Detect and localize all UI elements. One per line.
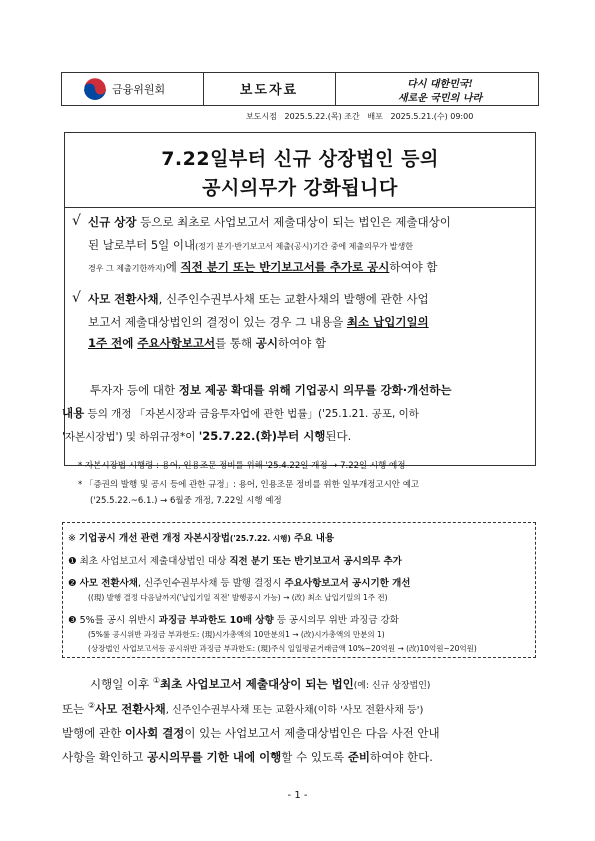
box-item-2: ❷ 사모 전환사채, 신주인수권부사채 등 발행 결정시 주요사항보고서 공시기한 개선	[68, 578, 411, 589]
box-item-3-detail-2: (상장법인 사업보고서등 공시위반 과징금 부과한도: (現)주식 일일평균거래금액 10%~20억원 → (改)10억원~20억원)	[88, 644, 477, 653]
check-mark-icon: √	[72, 213, 81, 229]
embargo-line: 보도시점 2025.5.22.(목) 조간 배포 2025.5.21.(수) 09:00	[246, 112, 474, 121]
footnote-1: * 자본시장법 시행령 : 용어, 인용조문 정비를 위해 '25.4.22일 개정 → 7.22일 시행 예정	[78, 461, 406, 471]
title-divider	[64, 207, 536, 208]
section-line-2: 또는 ②사모 전환사채, 신주인수권부사채 또는 교환사채(이하 '사모 전환사채 등')	[62, 701, 424, 716]
section-line-1: 시행일 이후 ①최초 사업보고서 제출대상이 되는 법인(예: 신규 상장법인)	[90, 676, 431, 691]
page-number: - 1 -	[287, 790, 308, 801]
section-line-3: 발행에 관한 이사회 결정이 있는 사업보고서 제출대상법인은 다음 사전 안내	[62, 726, 440, 740]
header-divider	[335, 72, 336, 106]
agency-name: 금융위원회	[112, 83, 166, 96]
bullet-1-line-1: 신규 상장 등으로 최초로 사업보고서 제출대상이 되는 법인은 제출대상이	[88, 215, 451, 229]
title-line-2: 공시의무가 강화됩니다	[202, 177, 398, 199]
svg-text:다시 대한민국!: 다시 대한민국!	[407, 79, 473, 90]
box-item-3-detail-1: (5%룰 공시위반 과징금 부과한도: (現)시가총액의 10만분의1 → (改)시가총액의 만분의 1)	[88, 630, 385, 639]
bullet-2-line-1: 사모 전환사채, 신주인수권부사채 또는 교환사채의 발행에 관한 사업	[88, 292, 429, 306]
body-line-1: 투자자 등에 대한 정보 제공 확대를 위해 기업공시 의무를 강화·개선하는	[90, 383, 452, 397]
footnote-2-line-1: * 「증권의 발행 및 공시 등에 관한 규정」: 용어, 인용조문 정비를 위한 일부개정고시안 예고	[78, 480, 420, 490]
box-heading: ※ 기업공시 개선 관련 개정 자본시장법('25.7.22. 시행) 주요 내용	[68, 533, 335, 544]
bullet-1-line-2: 된 날로부터 5일 이내(정기 분기·반기보고서 제출(공시)기간 중에 제출의무가 발생한	[88, 238, 413, 252]
document-type: 보도자료	[239, 83, 299, 98]
bullet-2-line-2: 보고서 제출대상법인의 결정이 있는 경우 그 내용을 최소 납입기일의	[88, 315, 429, 329]
svg-text:새로운 국민의 나라: 새로운 국민의 나라	[397, 93, 483, 104]
body-line-2: 내용 등의 개정 「자본시장과 금융투자업에 관한 법률」('25.1.21. 공포, 이하	[62, 406, 419, 420]
box-item-3: ❸ 5%를 공시 위반시 과징금 부과한도 10배 상향 등 공시의무 위반 과징금 강화	[68, 615, 399, 626]
section-line-4: 사항을 확인하고 공시의무를 기한 내에 이행할 수 있도록 준비하여야 한다.	[62, 750, 433, 764]
check-mark-icon: √	[72, 290, 81, 306]
box-item-1: ❶ 최초 사업보고서 제출대상법인 대상 직전 분기 또는 반기보고서 공시의무 추가	[68, 556, 402, 567]
box-item-2-detail: ((現) 발행 결정 다음날까지('납입기일 직전' 발행공시 가능) → (改) 최소 납입기일의 1주 전)	[88, 593, 388, 602]
bullet-1-line-3: 경우 그 제출기한까지)에 직전 분기 또는 반기보고서를 추가로 공시하여야 함	[88, 260, 438, 274]
bullet-2-line-3: 1주 전에 주요사항보고서를 통해 공시하여야 함	[88, 336, 327, 350]
slogan-calligraphy	[345, 76, 535, 104]
footnote-2-line-2: ('25.5.22.~6.1.) → 6월중 개정, 7.22일 시행 예정	[90, 496, 282, 506]
title-line-1: 7.22일부터 신규 상장법인 등의	[161, 148, 439, 170]
body-line-3: '자본시장법') 및 하위규정*이 '25.7.22.(화)부터 시행된다.	[62, 429, 352, 443]
government-emblem-icon	[83, 77, 107, 101]
